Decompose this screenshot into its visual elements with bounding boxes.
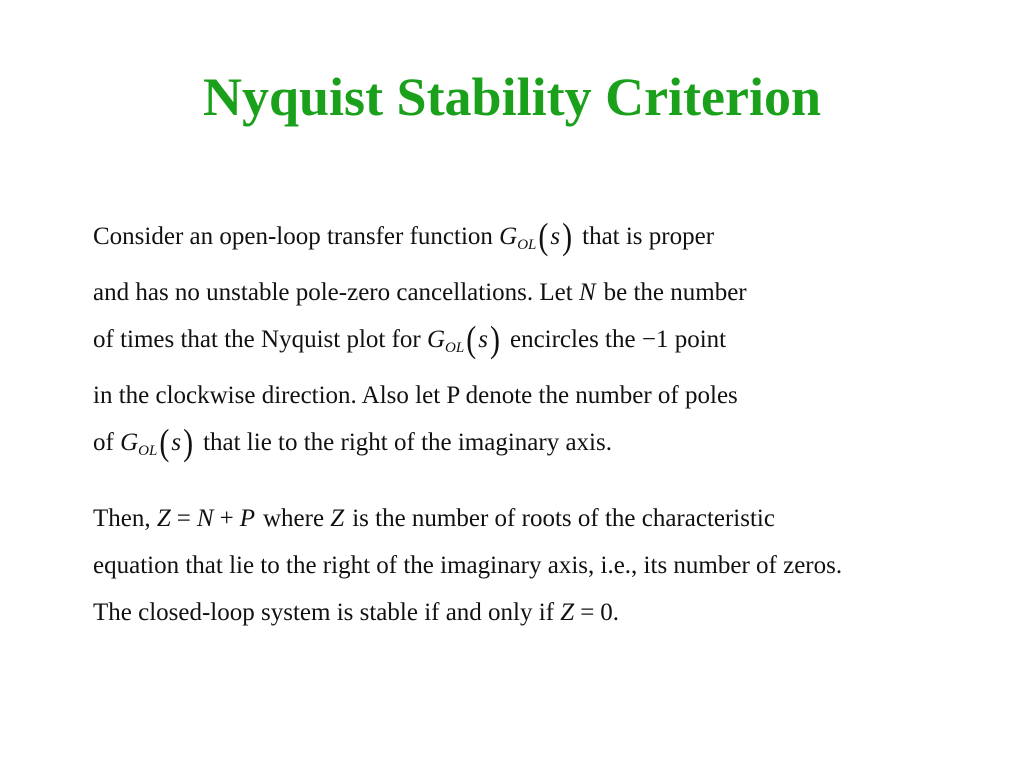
text-fragment: of times that the Nyquist plot for: [93, 326, 427, 353]
math-g-ol-s: $G_{OL}(s)$: [499, 215, 573, 258]
text-fragment: Consider an open-loop transfer function: [93, 223, 500, 250]
text-fragment: is the number of roots of the characteristic: [352, 505, 775, 532]
math-z-equals-zero: Z = 0: [560, 599, 613, 626]
math-z-equals-n-plus-p: Z = N + P: [156, 505, 255, 532]
math-g-ol-s: $G_{OL}(s)$: [120, 421, 194, 464]
paragraph-criterion: [93, 495, 1013, 636]
text-fragment: that lie to the right of the imaginary axis.: [203, 429, 612, 456]
text-fragment: that is proper: [582, 223, 715, 250]
text-fragment: and has no unstable pole-zero cancellations. Let: [93, 279, 579, 306]
paragraph-definition: [93, 213, 1013, 475]
text-line-4: in the clockwise direction. Also let P denote the number of poles: [93, 382, 738, 409]
slide-title: Nyquist Stability Criterion: [202, 67, 822, 127]
text-fragment: The closed-loop system is stable if and only if: [93, 599, 561, 626]
text-line-2: [93, 269, 1013, 316]
math-minus-one: −1: [641, 326, 669, 353]
text-line-8: [93, 589, 1013, 636]
math-g-ol-s: $G_{OL}(s)$: [426, 318, 500, 361]
text-line-1: [93, 213, 1013, 269]
text-fragment: .: [612, 599, 620, 626]
text-fragment: where: [262, 505, 331, 532]
text-line-5: [93, 419, 1013, 475]
text-line-3: [93, 316, 1013, 372]
text-line-7: equation that lie to the right of the imaginary axis, i.e., its number of zeros.: [93, 552, 843, 579]
text-fragment: Then,: [93, 505, 157, 532]
math-z: Z: [330, 505, 345, 532]
text-fragment: be the number: [603, 279, 747, 306]
text-fragment: point: [674, 326, 727, 353]
text-line-6: [93, 495, 1013, 542]
text-fragment: of: [93, 429, 121, 456]
text-fragment: encircles the: [509, 326, 642, 353]
math-n: N: [578, 279, 596, 306]
